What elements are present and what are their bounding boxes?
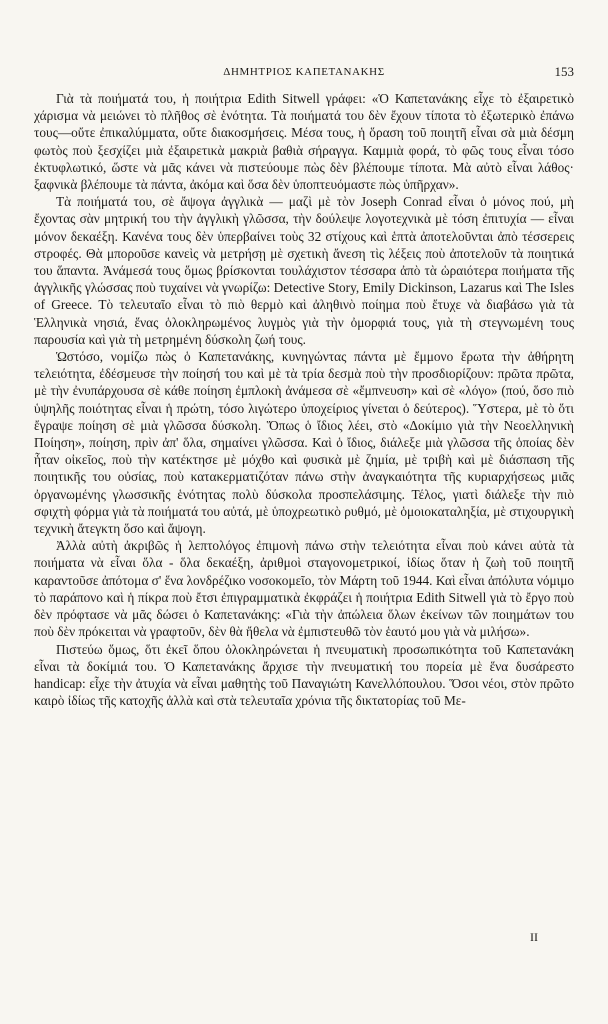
book-page bbox=[34, 58, 574, 709]
header-title: ΔΗΜΗΤΡΙΟΣ ΚΑΠΕΤΑΝΑΚΗΣ bbox=[223, 66, 385, 78]
body-text bbox=[34, 90, 574, 709]
paragraph: Γιὰ τὰ ποιήματά του, ἡ ποιήτρια Edith Sitwell γράφει: «Ὁ Καπετανάκης εἶχε τὸ ἐξαιρετικὸ χάρισμα νὰ μειώνει τὸ πλῆθος σὲ ἑνότητα. Τὰ ποιήματά του δὲν ἔχουν τίποτα τὸ ἐξωτερικὸ ἐπάνω τους—οὔτε ἐπικαλύμματα, οὔτε διακοσμήσεις. Μέσα τους, ἡ ὅραση τοῦ ποιητῆ εἶναι σὰ μιὰ δέσμη φωτὸς ποὺ ξεσχίζει μιὰ ἐξαιρετικὰ μακριὰ βαθιὰ σήραγγα. Καμμιὰ φορά, τὸ φῶς τους εἶναι τόσο ἐκτυφλωτικό, ὥστε νὰ μᾶς κάνει νὰ πιστεύουμε πὼς δὲν βλέπουμε τίποτα. Μὰ αὐτὸ εἶναι λάθος· ξαφνικὰ βλέπουμε τὰ πάντα, ἀκόμα καὶ ὅσα δὲν ὑποπτευόμαστε πὼς ὑπῆρχαν». bbox=[34, 91, 574, 193]
paragraph: Πιστεύω ὅμως, ὅτι ἐκεῖ ὅπου ὁλοκληρώνεται ἡ πνευματικὴ προσωπικότητα τοῦ Καπετανάκη εἶναι τὰ δοκίμιά του. Ὁ Καπετανάκης ἄρχισε τὴν πνευματική του πορεία μὲ ἕνα δυσάρεστο handicap: εἶχε τὴν ἀτυχία νὰ εἶναι μαθητὴς τοῦ Παναγιώτη Κανελλόπουλου. Ὅσοι νέοι, στὸν πρῶτο καιρὸ ἰδίως τῆς κατοχῆς ἀλλὰ καὶ στὰ τελευταῖα χρόνια τῆς δικτατορίας τοῦ Με- bbox=[34, 641, 574, 709]
signature-mark: II bbox=[530, 930, 538, 944]
paragraph: Ὡστόσο, νομίζω πὼς ὁ Καπετανάκης, κυνηγώντας πάντα μὲ ἔμμονο ἔρωτα τὴν ἀθήρητη τελειότητα, ἐδέσμευσε τὴν ποίησή του καὶ μὲ τὰ τρία δεσμὰ ποὺ τὴν προσδιορίζουν: πρῶτα πρῶτα, μὲ τὴν ἐνυπάρχουσα σὲ κάθε ποίηση ἐμπλοκὴ ἀνάμεσα σὲ «ἔμπνευση» καὶ σὲ «λόγο» (πού, ὅσο πιὸ ὑψηλῆς ποιότητας εἶναι ἡ πρώτη, τόσο λιγώτερο ὑποχείριος γίνεται ὁ δεύτερος). Ὕστερα, μὲ τὸ ὅτι ἔγραψε ποίηση σὲ μιὰ γλῶσσα δύσκολη. Ὅπως ὁ ἴδιος λέει, στὸ «Δοκίμιο γιὰ τὴν Νεοελληνικὴ Ποίηση», ποίηση, πρὶν ἀπ' ὅλα, σημαίνει γλῶσσα. Καὶ ὁ ἴδιος, διάλεξε μιὰ γλῶσσα τῆς ὁποίας δὲν ἦταν οἰκεῖος, ποὺ τὴν κατέκτησε μὲ μόχθο καὶ φυσικὰ μὲ ζημία, μὲ τριβὴ καὶ μὲ διάσπαση τῆς ποιητικῆς του οὐσίας, ποὺ κατακερματιζόταν πάνω στὴν ἀναγκαιότητα τῆς κυριαρχήσεως μιᾶς ὀργανωμένης γλωσσικῆς ἑνότητας πολὺ δύσκολα προσπελάσιμης. Τέλος, γιατὶ διάλεξε τὴν πιὸ σφιχτὴ φόρμα γιὰ τὰ ποιήματά του αὐτά, μὲ ὑποχρεωτικὸ ρυθμό, μὲ ὁμοιοκαταληξία, μὲ στιχουργικὴ τεχνικὴ ἄτεγκτη ὅσο καὶ ἄψογη. bbox=[34, 349, 574, 537]
paragraph: Ἀλλὰ αὐτὴ ἀκριβῶς ἡ λεπτολόγος ἐπιμονὴ πάνω στὴν τελειότητα εἶναι ποὺ κάνει αὐτὰ τὰ ποιήματα νὰ εἶναι ὅλα - ὅλα δεκαέξη, ἀριθμοὶ σταγονομετρικοί, ἰδίως ὅταν ἡ ζωὴ τοῦ ποιητῆ καραντοῦσε ἀπότομα σ' ἕνα λονδρέζικο νοσοκομεῖο, τὸν Μάρτη τοῦ 1944. Καὶ εἶναι ἀπόλυτα νόμιμο τὸ παράπονο καὶ ἡ πίκρα ποὺ ἔτσι ἐπιγραμματικὰ ἐκφράζει ἡ ποιήτρια Edith Sitwell γιὰ τὸ ἔργο ποὺ δὲν πρόφτασε νὰ μᾶς δώσει ὁ Καπετανάκης: «Γιὰ τὴν ἀπώλεια ὅλων ἐκείνων τῶν ποιημάτων του ποὺ δὲν πρόκειται νὰ γραφτοῦν, δὲν θὰ ἤθελα νὰ ἐμπιστευθῶ τὸν ἑαυτό μου γιὰ νὰ μιλήσω». bbox=[34, 538, 574, 640]
running-head bbox=[34, 58, 574, 80]
paragraph: Τὰ ποιήματά του, σὲ ἄψογα ἀγγλικὰ — μαζὶ μὲ τὸν Joseph Conrad εἶναι ὁ μόνος πού, μὴ ἔχοντας σὰν μητρική του τὴν ἀγγλικὴ γλῶσσα, τὴν δούλεψε λογοτεχνικὰ μὲ τόση ἐπιτυχία — εἶναι μόνον δεκαέξη. Κανένα τους δὲν ὑπερβαίνει τοὺς 32 στίχους καὶ ἑπτὰ ἀποτελοῦνται ἀπὸ τέσσερεις στροφές. Θὰ μποροῦσε κανεὶς νὰ μετρήσῃ μὲ σχετικὴ ἄνεση τὶς λέξεις ποὺ ἀποτελοῦν τὰ ποιητικά του ἅπαντα. Ἀνάμεσά τους ὅμως βρίσκονται τουλάχιστον τέσσαρα ἀπὸ τὰ ὡραιότερα ποιήματα τῆς ἀγγλικῆς γλώσσας ποὺ τυχαίνει νὰ γνωρίζω: Detective Story, Emily Dickinson, Lazarus καὶ The Isles of Greece. Τὸ τελευταῖο εἶναι τὸ πιὸ θερμὸ καὶ ἀληθινὸ ποίημα ποὺ ἔτυχε νὰ διαβάσω γιὰ τὰ Ἑλληνικὰ νησιά, ἕνας ὁλοκληρωμένος λυγμὸς γιὰ τὴν ὀμορφιά τους, γιὰ τὴ στεγνωμένη τους παρουσία καὶ γιὰ τὴ μετρημένη δύσκολη ζωή τους. bbox=[34, 194, 574, 347]
page-number: 153 bbox=[554, 64, 574, 79]
